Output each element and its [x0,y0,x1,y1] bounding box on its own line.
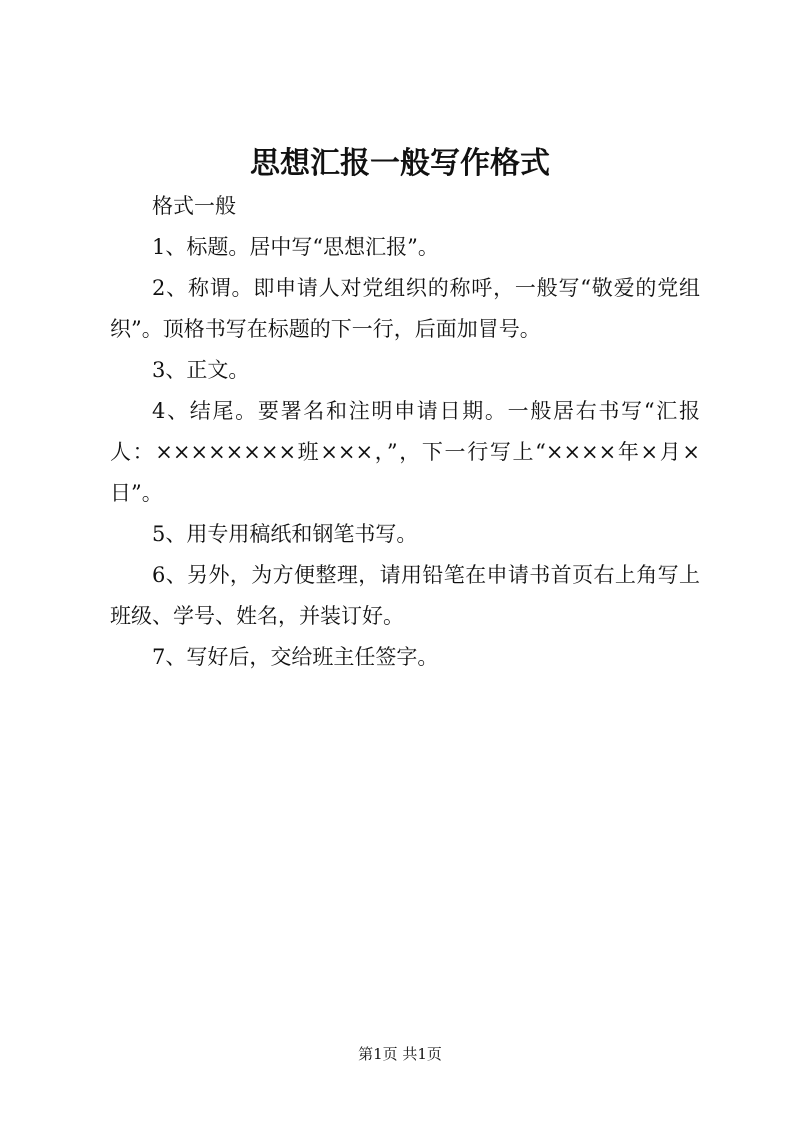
paragraph-item-7: 7、写好后，交给班主任签字。 [152,645,439,669]
paragraph-item-2: 2、称谓。即申请人对党组织的称呼，一般写“敬爱的党组织”。顶格书写在标题的下一行，后面加冒号。 [110,276,700,341]
paragraph-format-general: 格式一般 [152,194,236,218]
paragraph-item-3: 3、正文。 [152,358,250,382]
paragraph-item-1: 1、标题。居中写“思想汇报”。 [152,235,439,259]
document-body [110,186,700,678]
paragraph-item-6: 6、另外，为方便整理，请用铅笔在申请书首页右上角写上班级、学号、姓名，并装订好。 [110,563,700,628]
paragraph-item-4: 4、结尾。要署名和注明申请日期。一般居右书写“汇报人：××××××××班×××，”，下一行写上“××××年×月×日”。 [110,399,700,505]
paragraph-item-5: 5、用专用稿纸和钢笔书写。 [152,522,418,546]
document-title: 思想汇报一般写作格式 [250,146,550,181]
page-footer: 第1页 共1页 [358,1045,442,1063]
